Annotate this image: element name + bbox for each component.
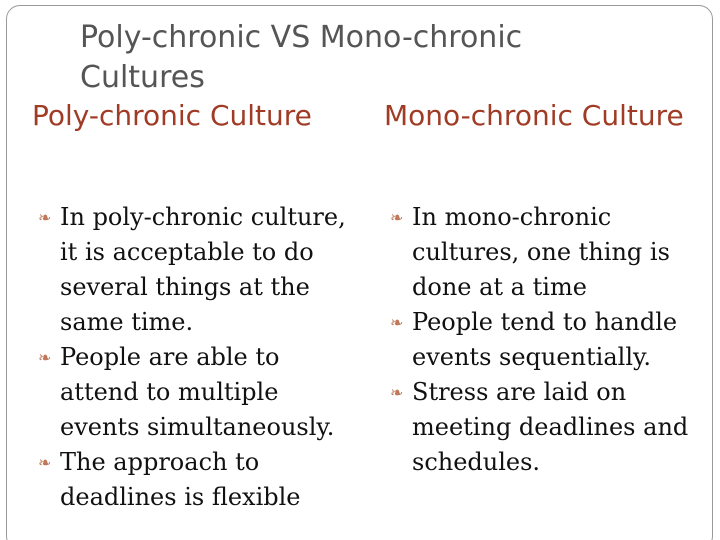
bullet-text: In mono-chronic cultures, one thing is done at a time [412, 203, 670, 301]
bullet-text: In poly-chronic culture, it is acceptable to do several things at the same time. [60, 203, 346, 336]
flourish-bullet-icon: ❧ [390, 313, 404, 332]
slide-title: Poly-chronic VS Mono-chronic Cultures [80, 20, 523, 95]
flourish-bullet-icon: ❧ [390, 208, 404, 227]
bullet-item [38, 445, 358, 515]
mono-chronic-bullet-list [390, 200, 690, 480]
poly-chronic-heading: Poly-chronic Culture [32, 99, 312, 132]
bullet-text: People tend to handle events sequentially. [412, 308, 678, 371]
bullet-item [38, 340, 358, 445]
bullet-text: People are able to attend to multiple events simultaneously. [60, 343, 335, 441]
flourish-bullet-icon: ❧ [38, 348, 52, 367]
flourish-bullet-icon: ❧ [38, 208, 52, 227]
flourish-bullet-icon: ❧ [390, 383, 404, 402]
flourish-bullet-icon: ❧ [38, 453, 52, 472]
mono-chronic-heading: Mono-chronic Culture [384, 99, 684, 132]
poly-chronic-bullet-list [38, 200, 358, 515]
bullet-text: The approach to deadlines is flexible [60, 448, 301, 511]
bullet-text: Stress are laid on meeting deadlines and schedules. [412, 378, 689, 476]
bullet-item [38, 200, 358, 340]
bullet-item [390, 200, 690, 305]
bullet-item [390, 375, 690, 480]
bullet-item [390, 305, 690, 375]
